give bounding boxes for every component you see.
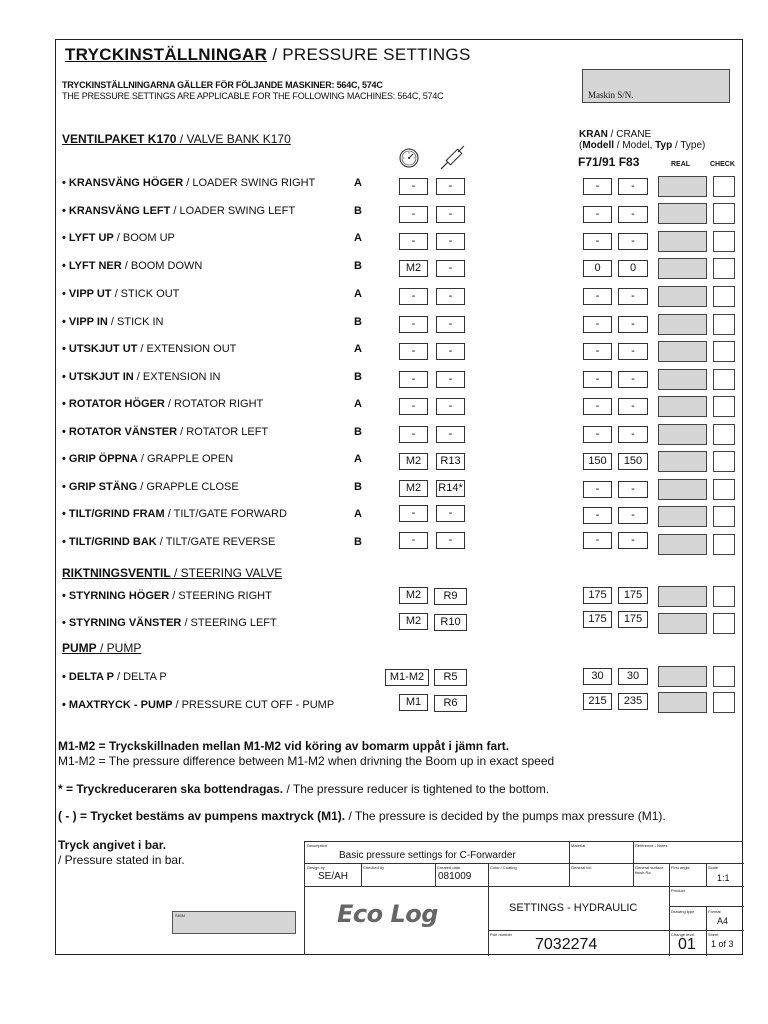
crane-value-1: - <box>583 426 612 443</box>
row-label: • LYFT UP / BOOM UP <box>62 232 175 244</box>
check-box[interactable] <box>713 424 735 445</box>
real-input[interactable] <box>658 451 707 472</box>
row-label: • UTSKJUT UT / EXTENSION OUT <box>62 343 237 355</box>
valve-value-2: R13 <box>436 453 465 470</box>
valve-value-2: - <box>436 178 465 195</box>
valve-value-1: - <box>399 288 428 305</box>
check-box[interactable] <box>713 534 735 555</box>
port-label: A <box>354 398 362 410</box>
note-m1-m2: M1-M2 = Tryckskillnaden mellan M1-M2 vid köring av bomarm uppåt i jämn fart. M1-M2 = The pressure difference between M1-M2 when drivning the Boom up in exact speed <box>58 739 555 768</box>
valve-value-2: - <box>436 206 465 223</box>
check-box[interactable] <box>713 692 735 713</box>
check-box[interactable] <box>713 586 735 607</box>
real-input[interactable] <box>658 692 707 713</box>
part-number-caption: Part number <box>490 932 513 937</box>
crane-value-2: - <box>618 481 648 498</box>
real-input[interactable] <box>658 479 707 500</box>
screwdriver-icon <box>437 141 469 178</box>
surface-caption: General surface finish Ra <box>635 865 664 875</box>
note-bar: Tryck angivet i bar. / Pressure stated in bar. <box>58 838 185 867</box>
check-box[interactable] <box>713 506 735 527</box>
real-input[interactable] <box>658 613 707 634</box>
check-box[interactable] <box>713 231 735 252</box>
format-caption: Format <box>708 909 721 914</box>
real-input[interactable] <box>658 231 707 252</box>
crane-value-2: - <box>618 371 648 388</box>
row-label: • GRIP STÄNG / GRAPPLE CLOSE <box>62 481 239 493</box>
first-angle-caption: First angle <box>671 865 690 870</box>
crane-value-1: - <box>583 507 612 524</box>
ecolog-logo: Eco Log <box>337 900 438 928</box>
created-value: 081009 <box>438 871 472 882</box>
row-label: • VIPP UT / STICK OUT <box>62 288 180 300</box>
created-caption: Created date <box>437 865 461 870</box>
valve-value-1: M2 <box>399 260 428 277</box>
crane-value-2: - <box>618 507 648 524</box>
valve-value-1: - <box>399 343 428 360</box>
crane-value-2: 175 <box>618 611 648 628</box>
crane-value-1: - <box>583 532 612 549</box>
crane-value-1: - <box>583 178 612 195</box>
real-input[interactable] <box>658 396 707 417</box>
check-column-header: CHECK <box>710 161 735 168</box>
real-column-header: REAL <box>671 161 691 168</box>
real-input[interactable] <box>658 666 707 687</box>
valve-value-2: - <box>436 398 465 415</box>
check-box[interactable] <box>713 286 735 307</box>
port-label: A <box>354 453 362 465</box>
check-box[interactable] <box>713 341 735 362</box>
valve-value-2: - <box>436 260 465 277</box>
row-label: • KRANSVÄNG HÖGER / LOADER SWING RIGHT <box>62 177 316 189</box>
real-input[interactable] <box>658 286 707 307</box>
machine-serial-field[interactable]: Maskin S/N. <box>582 69 730 103</box>
check-box[interactable] <box>713 369 735 390</box>
valve-value-2: - <box>436 288 465 305</box>
description-caption: Description <box>307 843 328 848</box>
port-label: A <box>354 343 362 355</box>
crane-value-1: - <box>583 206 612 223</box>
crane-value-2: - <box>618 206 648 223</box>
check-box[interactable] <box>713 258 735 279</box>
crane-value-2: 0 <box>618 260 648 277</box>
color-caption: Color / Coating <box>490 865 517 870</box>
crane-value-2: - <box>618 178 648 195</box>
product-value: SETTINGS - HYDRAULIC <box>509 902 638 914</box>
real-input[interactable] <box>658 203 707 224</box>
real-input[interactable] <box>658 506 707 527</box>
sheet-caption: Sheet <box>708 932 719 937</box>
crane-value-2: - <box>618 233 648 250</box>
valve-value-1: M2 <box>399 613 428 630</box>
crane-models: F71/91 F83 <box>578 155 640 169</box>
real-input[interactable] <box>658 314 707 335</box>
valve-value-2: R9 <box>434 588 467 605</box>
real-input[interactable] <box>658 534 707 555</box>
pressure-gauge-icon <box>398 147 420 174</box>
scale-caption: Scale <box>708 865 719 870</box>
crane-value-1: - <box>583 316 612 333</box>
port-label: B <box>354 205 362 217</box>
crane-value-1: 30 <box>583 668 612 685</box>
crane-value-2: - <box>618 532 648 549</box>
crane-value-1: - <box>583 288 612 305</box>
general-tol-caption: General tol. <box>571 865 592 870</box>
valve-value-1: - <box>399 505 428 522</box>
crane-value-1: 215 <box>583 693 612 710</box>
port-label: B <box>354 316 362 328</box>
crane-value-1: 175 <box>583 611 612 628</box>
sheet-value: 1 of 3 <box>711 939 734 949</box>
note-pressure-reducer: * = Tryckreduceraren ska bottendragas. / The pressure reducer is tightened to the bottom. <box>58 782 550 796</box>
row-label: • GRIP ÖPPNA / GRAPPLE OPEN <box>62 453 234 465</box>
valve-value-1: M1-M2 <box>385 669 429 686</box>
port-label: A <box>354 177 362 189</box>
row-label: • TILT/GRIND BAK / TILT/GATE REVERSE <box>62 536 276 548</box>
description-value: Basic pressure settings for C-Forwarder <box>339 850 516 861</box>
row-label: • ROTATOR VÄNSTER / ROTATOR LEFT <box>62 426 269 438</box>
crane-value-1: - <box>583 481 612 498</box>
crane-value-1: - <box>583 398 612 415</box>
check-box[interactable] <box>713 203 735 224</box>
page-title: TRYCKINSTÄLLNINGAR / PRESSURE SETTINGS <box>65 45 471 64</box>
valve-value-2: - <box>436 316 465 333</box>
valve-value-2: R14* <box>436 480 465 497</box>
valve-bank-heading: VENTILPAKET K170 / VALVE BANK K170 <box>62 132 291 146</box>
crane-value-2: - <box>618 343 648 360</box>
real-input[interactable] <box>658 424 707 445</box>
design-value: SE/AH <box>318 871 349 882</box>
part-number-value: 7032274 <box>535 936 598 953</box>
row-label: • TILT/GRIND FRAM / TILT/GATE FORWARD <box>62 508 287 520</box>
row-label: • STYRNING VÄNSTER / STEERING LEFT <box>62 617 277 629</box>
row-label: • LYFT NER / BOOM DOWN <box>62 260 203 272</box>
crane-value-2: 235 <box>618 693 648 710</box>
change-level-caption: Change level <box>671 932 695 937</box>
valve-value-2: - <box>436 426 465 443</box>
crane-header: KRAN / CRANE (Modell / Model, Typ / Type) <box>579 129 706 151</box>
port-label: B <box>354 481 362 493</box>
real-input[interactable] <box>658 258 707 279</box>
note-pump-max: ( - ) = Trycket bestäms av pumpens maxtryck (M1). / The pressure is decided by the pumps max pressure (M1). <box>58 809 666 823</box>
applicable-machines: TRYCKINSTÄLLNINGARNA GÄLLER FÖR FÖLJANDE MASKINER: 564C, 574C THE PRESSURE SETTINGS ARE APPLICABLE FOR THE FOLLOWING MACHINES: 564C, 574C <box>62 80 444 101</box>
crane-value-2: - <box>618 398 648 415</box>
check-box[interactable] <box>713 314 735 335</box>
valve-value-1: M2 <box>399 587 428 604</box>
row-label: • ROTATOR HÖGER / ROTATOR RIGHT <box>62 398 264 410</box>
port-label: A <box>354 508 362 520</box>
check-box[interactable] <box>713 176 735 197</box>
real-input[interactable] <box>658 341 707 362</box>
crane-value-2: - <box>618 426 648 443</box>
reference-caption: Reference - Notes <box>635 843 668 848</box>
crane-value-1: - <box>583 233 612 250</box>
valve-value-1: - <box>399 178 428 195</box>
valve-value-1: - <box>399 398 428 415</box>
crane-value-1: 0 <box>583 260 612 277</box>
valve-value-2: R10 <box>434 614 467 631</box>
port-label: A <box>354 288 362 300</box>
valve-value-1: - <box>399 532 428 549</box>
check-box[interactable] <box>713 451 735 472</box>
checked-caption: Checked by <box>363 865 385 870</box>
port-label: B <box>354 371 362 383</box>
crane-value-1: - <box>583 343 612 360</box>
valve-value-1: M1 <box>399 694 428 711</box>
crane-value-2: 30 <box>618 668 648 685</box>
signature-field[interactable]: SIGN <box>172 911 296 934</box>
product-caption: Product <box>671 888 685 893</box>
row-label: • MAXTRYCK - PUMP / PRESSURE CUT OFF - PUMP <box>62 699 335 711</box>
crane-value-2: 175 <box>618 587 648 604</box>
valve-value-1: - <box>399 426 428 443</box>
crane-value-2: - <box>618 288 648 305</box>
crane-value-1: 175 <box>583 587 612 604</box>
real-input[interactable] <box>658 586 707 607</box>
valve-value-1: - <box>399 371 428 388</box>
valve-value-2: - <box>436 505 465 522</box>
design-caption: Design by <box>307 865 325 870</box>
check-box[interactable] <box>713 396 735 417</box>
valve-value-1: - <box>399 233 428 250</box>
scale-value: 1:1 <box>717 873 730 883</box>
valve-value-1: M2 <box>399 480 428 497</box>
format-value: A4 <box>717 916 729 926</box>
valve-value-1: - <box>399 316 428 333</box>
port-label: B <box>354 536 362 548</box>
crane-value-2: 150 <box>618 453 648 470</box>
port-label: B <box>354 260 362 272</box>
valve-value-1: M2 <box>399 453 428 470</box>
row-label: • VIPP IN / STICK IN <box>62 316 164 328</box>
valve-value-1: - <box>399 206 428 223</box>
valve-value-2: - <box>436 371 465 388</box>
port-label: A <box>354 232 362 244</box>
port-label: B <box>354 426 362 438</box>
check-box[interactable] <box>713 479 735 500</box>
crane-value-2: - <box>618 316 648 333</box>
steering-valve-heading: RIKTNINGSVENTIL / STEERING VALVE <box>62 566 283 580</box>
row-label: • UTSKJUT IN / EXTENSION IN <box>62 371 221 383</box>
drawing-type-caption: Drawing type <box>671 909 695 914</box>
check-box[interactable] <box>713 613 735 634</box>
row-label: • KRANSVÄNG LEFT / LOADER SWING LEFT <box>62 205 296 217</box>
crane-value-1: 150 <box>583 453 612 470</box>
real-input[interactable] <box>658 176 707 197</box>
valve-value-2: R6 <box>434 695 467 712</box>
row-label: • STYRNING HÖGER / STEERING RIGHT <box>62 590 272 602</box>
material-caption: Material <box>571 843 586 848</box>
change-level-value: 01 <box>678 936 696 953</box>
valve-value-2: - <box>436 233 465 250</box>
crane-value-1: - <box>583 371 612 388</box>
title-block <box>304 841 743 955</box>
check-box[interactable] <box>713 666 735 687</box>
pump-heading: PUMP / PUMP <box>62 641 142 655</box>
row-label: • DELTA P / DELTA P <box>62 671 167 683</box>
valve-value-2: R5 <box>434 669 467 686</box>
valve-value-2: - <box>436 343 465 360</box>
real-input[interactable] <box>658 369 707 390</box>
valve-value-2: - <box>436 532 465 549</box>
